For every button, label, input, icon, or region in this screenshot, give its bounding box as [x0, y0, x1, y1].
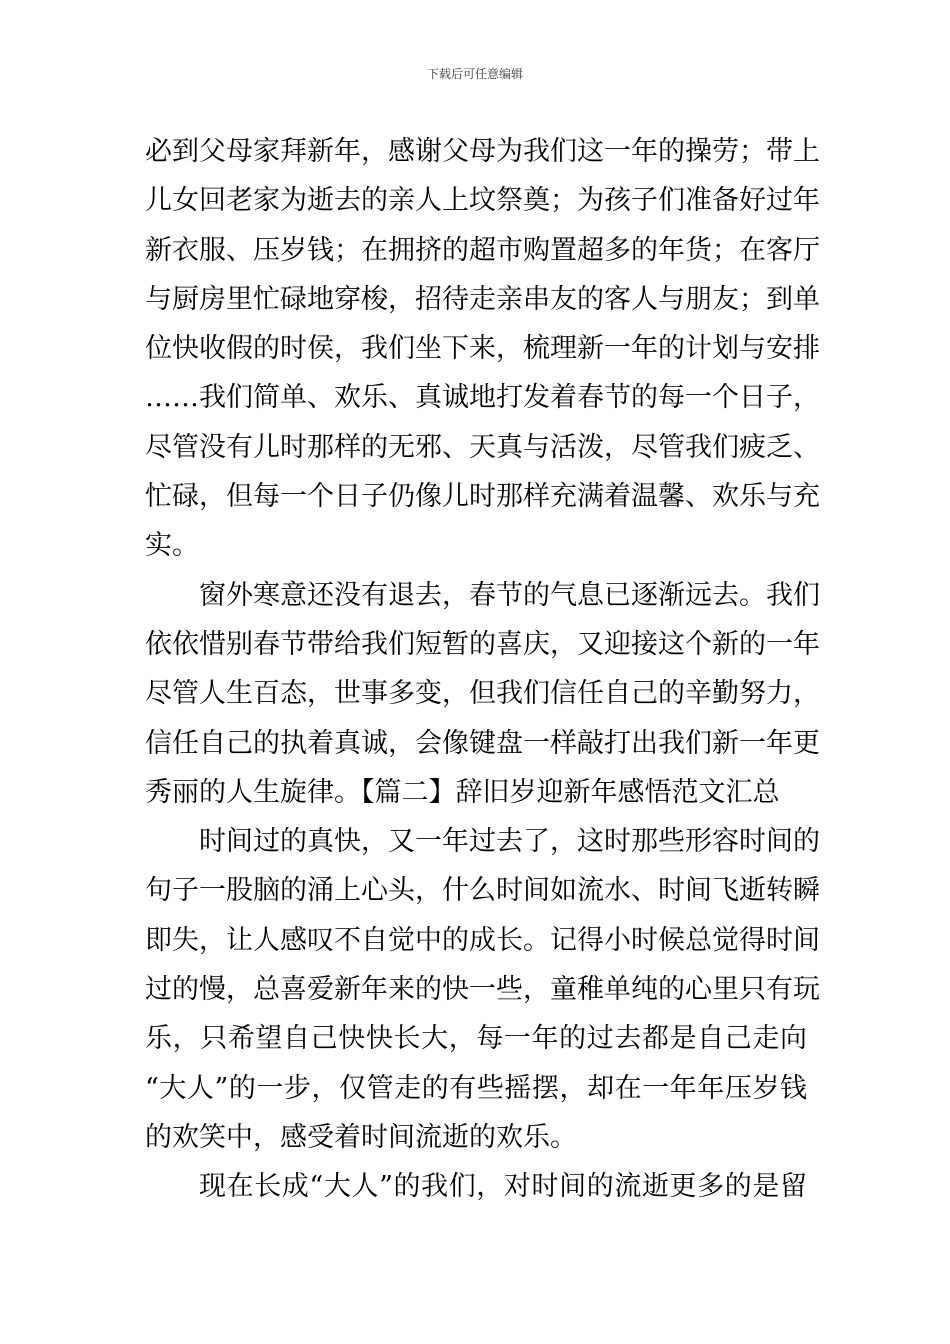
document-body	[145, 127, 820, 1212]
text-line: 忙碌，但每一个日子仍像儿时那样充满着温馨、欢乐与充	[145, 481, 820, 513]
text-line: 句子一股脑的涌上心头，什么时间如流水、时间飞逝转瞬	[145, 875, 820, 907]
text-line: ……我们简单、欢乐、真诚地打发着春节的每一个日子，	[145, 382, 820, 414]
text-line: 实。	[145, 530, 199, 562]
text-line: 的欢笑中，感受着时间流逝的欢乐。	[145, 1121, 577, 1153]
text-line: 新衣服、压岁钱；在拥挤的超市购置超多的年货；在客厅	[145, 234, 820, 266]
text-line: 与厨房里忙碌地穿梭，招待走亲串友的客人与朋友；到单	[145, 283, 820, 315]
text-line: 乐，只希望自己快快长大，每一年的过去都是自己走向	[145, 1023, 807, 1055]
paragraph-start-line: 时间过的真快，又一年过去了，这时那些形容时间的	[199, 826, 820, 858]
text-line: 儿女回老家为逝去的亲人上坟祭奠；为孩子们准备好过年	[145, 185, 820, 217]
text-line: 依依惜别春节带给我们短暂的喜庆，又迎接这个新的一年	[145, 628, 820, 660]
text-line: 必到父母家拜新年，感谢父母为我们这一年的操劳；带上	[145, 136, 820, 167]
text-line: 过的慢，总喜爱新年来的快一些，童稚单纯的心里只有玩	[145, 974, 820, 1006]
text-line: 信任自己的执着真诚，会像键盘一样敲打出我们新一年更	[145, 727, 820, 759]
paragraph-start-line: 窗外寒意还没有退去，春节的气息已逐渐远去。我们	[199, 579, 820, 611]
page-header: 下载后可任意编辑	[426, 67, 523, 81]
text-line: 尽管人生百态，世事多变，但我们信任自己的辛勤努力，	[145, 678, 820, 710]
text-line-with-section-heading: 秀丽的人生旋律。【篇二】辞旧岁迎新年感悟范文汇总	[145, 776, 780, 808]
text-line: 位快收假的时侯，我们坐下来，梳理新一年的计划与安排	[145, 333, 820, 365]
text-line: 尽管没有儿时那样的无邪、天真与活泼，尽管我们疲乏、	[145, 431, 820, 463]
text-line: “大人”的一步，仅管走的有些摇摆，却在一年年压岁钱	[145, 1072, 807, 1104]
text-line: 即失，让人感叹不自觉中的成长。记得小时候总觉得时间	[145, 924, 820, 956]
paragraph-start-line: 现在长成“大人”的我们，对时间的流逝更多的是留	[199, 1171, 807, 1203]
